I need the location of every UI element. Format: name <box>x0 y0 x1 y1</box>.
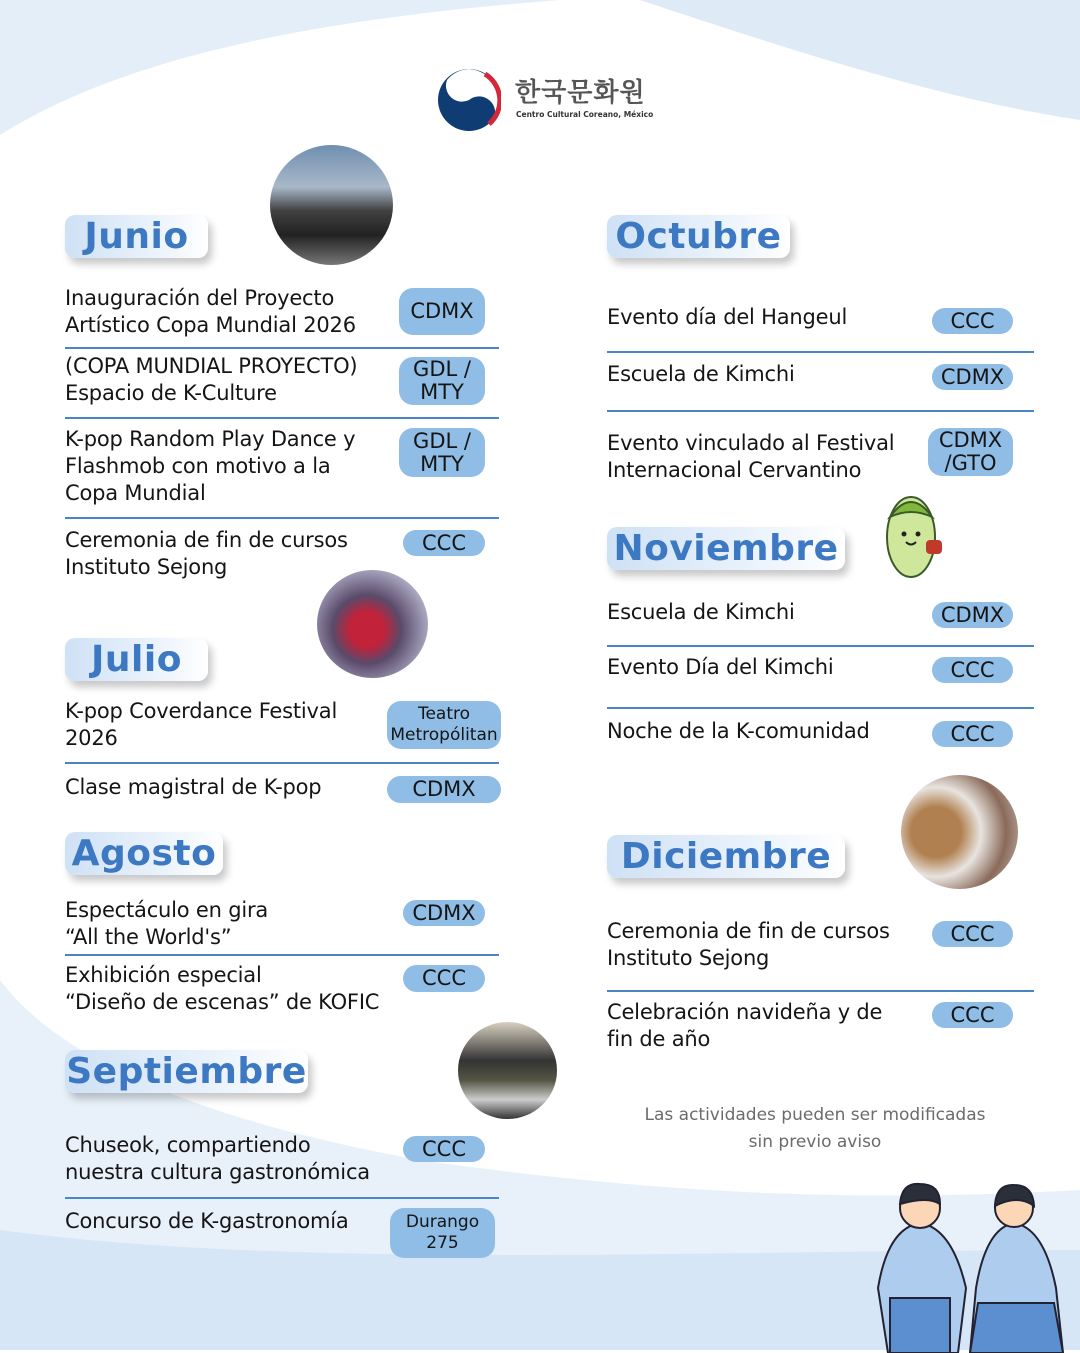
event-divider <box>65 417 499 419</box>
event-divider <box>65 762 499 764</box>
location-badge: Teatro Metropólitan <box>387 701 501 749</box>
event-divider <box>607 990 1034 992</box>
event-title: Noche de la K-comunidad <box>607 719 870 743</box>
event-title: Chuseok, compartiendo nuestra cultura gastronómica <box>65 1133 370 1184</box>
event-divider <box>607 410 1034 412</box>
event-divider <box>65 954 499 956</box>
event-title: K-pop Coverdance Festival 2026 <box>65 699 338 750</box>
event-divider <box>607 707 1034 709</box>
event-title: Celebración navideña y de fin de año <box>607 1000 883 1051</box>
logo-korean: 한국문화원 <box>515 78 646 108</box>
logo <box>437 68 654 132</box>
taegeuk-logo-icon <box>437 68 501 132</box>
event-title: Inauguración del Proyecto Artístico Copa Mundial 2026 <box>65 286 356 337</box>
location-badge: CCC <box>403 530 485 556</box>
event-title: Exhibición especial “Diseño de escenas” de KOFIC <box>65 963 380 1014</box>
hanbok-characters-icon <box>868 1178 1068 1353</box>
event-title: Clase magistral de K-pop <box>65 775 322 799</box>
event-divider <box>65 1197 499 1199</box>
disclaimer-note: Las actividades pueden ser modificadas sin previo aviso <box>644 1105 986 1152</box>
month-header-septiembre: Septiembre <box>66 1051 307 1092</box>
location-badge: CCC <box>932 921 1013 947</box>
photo-mascot-christmas <box>901 775 1018 889</box>
location-badge: CCC <box>932 308 1013 334</box>
month-header-julio: Julio <box>65 638 208 681</box>
event-divider <box>607 645 1034 647</box>
location-badge: CCC <box>403 965 485 992</box>
event-title: Evento día del Hangeul <box>607 305 848 329</box>
month-header-junio: Junio <box>65 215 208 258</box>
photo-kpop-performance <box>317 570 428 678</box>
event-title: Concurso de K-gastronomía <box>65 1209 349 1233</box>
location-badge: GDL / MTY <box>399 428 485 477</box>
location-badge: CDMX <box>932 364 1013 390</box>
event-divider <box>65 517 499 519</box>
photo-chuseok-group <box>458 1022 557 1119</box>
event-divider <box>65 347 499 349</box>
location-badge: CDMX <box>399 288 485 335</box>
event-title: K-pop Random Play Dance y Flashmob con motivo a la Copa Mundial <box>65 427 356 505</box>
location-badge: CCC <box>403 1136 485 1162</box>
location-badge: GDL / MTY <box>399 357 485 405</box>
location-badge: CCC <box>932 721 1013 747</box>
month-header-noviembre: Noviembre <box>607 527 845 570</box>
location-badge: CDMX <box>403 900 485 926</box>
location-badge: CCC <box>932 1002 1013 1028</box>
event-title: Evento Día del Kimchi <box>607 655 834 679</box>
location-badge: CDMX /GTO <box>928 428 1013 476</box>
event-title: Evento vinculado al Festival Internacional Cervantino <box>607 431 895 482</box>
month-header-agosto: Agosto <box>65 832 223 875</box>
event-title: Escuela de Kimchi <box>607 600 795 624</box>
event-title: Ceremonia de fin de cursos Instituto Sejong <box>607 919 890 970</box>
location-badge: Durango 275 <box>390 1208 495 1258</box>
event-title: Escuela de Kimchi <box>607 362 795 386</box>
event-title: (COPA MUNDIAL PROYECTO) Espacio de K-Culture <box>65 354 358 405</box>
location-badge: CDMX <box>932 602 1013 628</box>
event-divider <box>607 351 1034 353</box>
logo-subtitle: Centro Cultural Coreano, México <box>516 110 654 119</box>
event-title: Espectáculo en gira “All the World's” <box>65 898 269 949</box>
month-header-octubre: Octubre <box>607 215 790 258</box>
location-badge: CDMX <box>387 776 501 803</box>
photo-flashmob <box>270 145 393 265</box>
location-badge: CCC <box>932 657 1013 683</box>
event-title: Ceremonia de fin de cursos Instituto Sejong <box>65 528 348 579</box>
kimchi-mascot-icon <box>876 492 946 582</box>
month-header-diciembre: Diciembre <box>607 835 845 878</box>
